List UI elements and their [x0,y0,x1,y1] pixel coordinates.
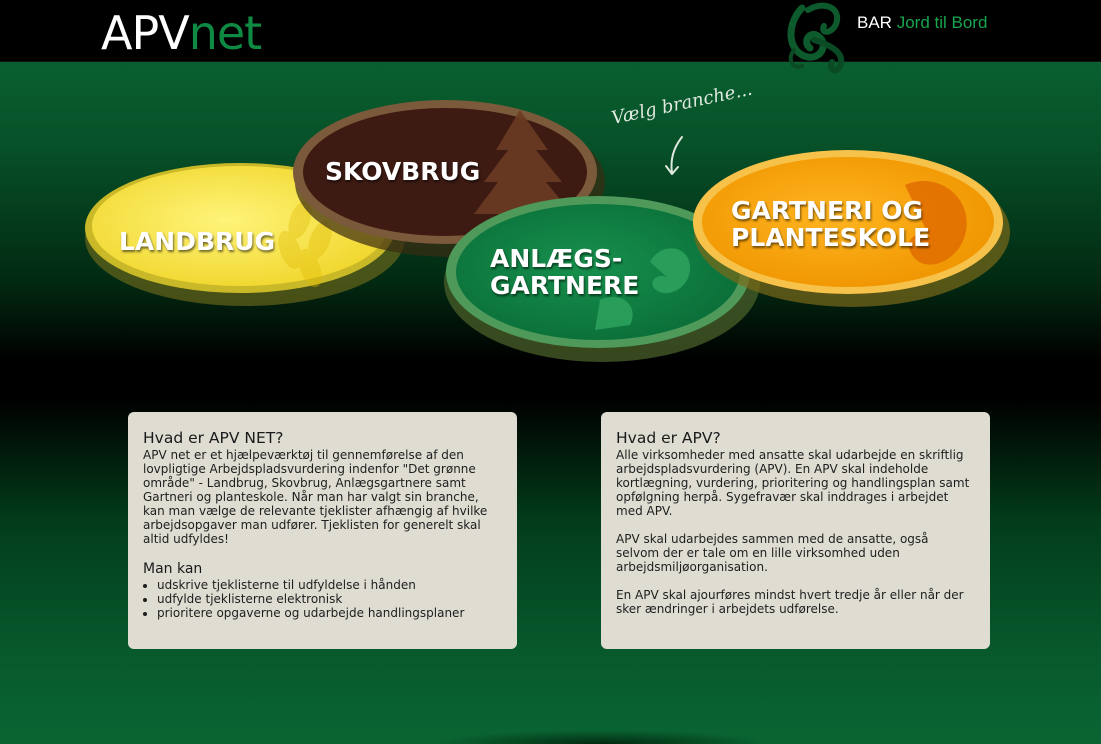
branch-gartneri-label[interactable]: GARTNERI OG PLANTESKOLE [731,196,931,252]
panel-paragraph: Alle virksomheder med ansatte skal udarbejde en skriftlig arbejdspladsvurdering (APV). En APV skal indeholde kortlægning, vurdering, prioritering og handlingsplan samt opfølgning herpå. Sygefravær skal inddrages i arbejdet med APV. [616,448,970,518]
logo-net: net [188,6,262,60]
branch-skovbrug-label[interactable]: SKOVBRUG [325,157,481,186]
arrow-down-icon [660,133,690,179]
branch-landbrug-label[interactable]: LANDBRUG [119,227,276,256]
branch-anlaegsgartnere-label[interactable]: ANLÆGS- GARTNERE [490,244,640,300]
info-panel-apv [601,412,990,649]
panel-subtitle: Man kan [143,561,203,577]
list-item: • prioritere opgaverne og udarbejde handlingsplaner [157,606,502,620]
panel-paragraph: En APV skal ajourføres mindst hvert tredje år eller når der sker ændringer i arbejdets udførelse. [616,588,964,616]
select-branch-hint: Vælg branche... [609,78,755,129]
info-panel-apvnet [128,412,517,649]
feature-list [143,578,502,620]
panel-paragraph: APV skal udarbejdes sammen med de ansatte, også selvom der er tale om en lille virksomhed uden arbejdsmiljøorganisation. [616,532,929,574]
partner-jord-til-bord: Jord til Bord [896,13,988,32]
panel-body: APV net er et hjælpeværktøj til gennemførelse af den lovpligtige Arbejdspladsvurdering indenfor "Det grønne område" - Landbrug, Skovbrug, Anlægsgartnere samt Gartneri og planteskole. Når man har valgt sin branche, kan man vælge de relevante tjeklister afhængig af hvilke arbejdsopgaver man udfører. Tjeklisten for generelt skal altid udfyldes! [143,448,488,546]
list-item: • udfylde tjeklisterne elektronisk [157,592,502,606]
logo-apv: APV [101,6,189,60]
panel-title: Hvad er APV? [616,429,721,447]
partner-bar: BAR [857,13,892,32]
list-item: • udskrive tjeklisterne til udfyldelse i hånden [157,578,502,592]
panel-title: Hvad er APV NET? [143,429,284,447]
